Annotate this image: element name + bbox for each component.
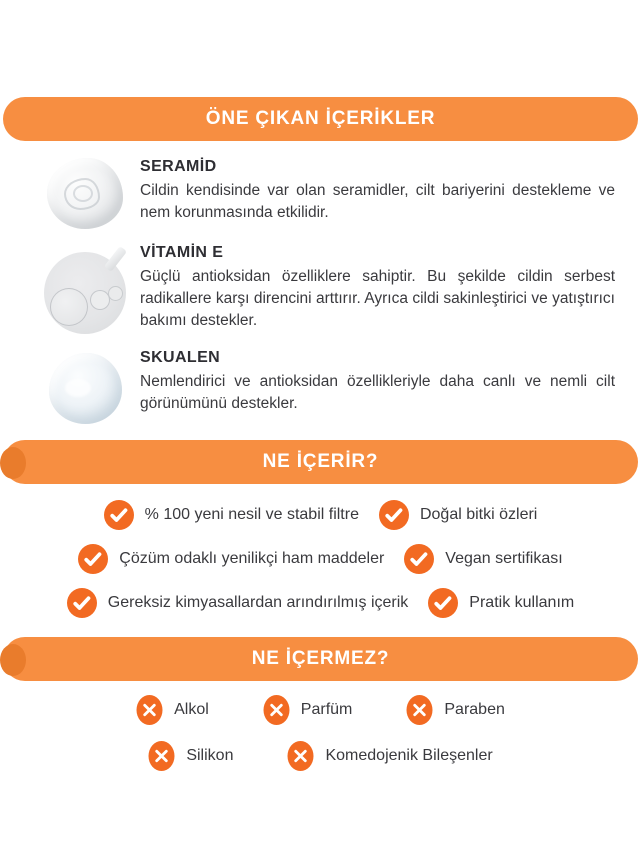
- contains-item: [428, 588, 574, 618]
- highlights-list: [0, 141, 641, 424]
- check-icon: [428, 588, 458, 618]
- contains-banner-title: NE İÇERİR?: [262, 451, 379, 472]
- cross-icon: [287, 741, 314, 771]
- excludes-item: [263, 695, 353, 725]
- excludes-item: [287, 741, 492, 771]
- ingredient-description: Güçlü antioksidan özelliklere sahiptir. Bu şekilde cildin serbest radikallere karşı direncini arttırır. Ayrıca cildi sakinleştirici ve yatıştırıcı bakımı destekler.: [140, 268, 615, 329]
- excludes-banner: [3, 637, 638, 681]
- contains-item-label: % 100 yeni nesil ve stabil filtre: [144, 506, 359, 523]
- ingredient-name: SKUALEN: [140, 349, 221, 366]
- contains-item: [404, 544, 562, 574]
- check-icon: [104, 500, 134, 530]
- excludes-row: [0, 695, 641, 725]
- contains-item: [78, 544, 384, 574]
- squalane-gel-drop-icon: [44, 349, 126, 424]
- excludes-item-label: Alkol: [174, 701, 209, 718]
- check-icon: [67, 588, 97, 618]
- cross-icon: [148, 741, 175, 771]
- vitamin-e-serum-drop-icon: [44, 244, 126, 334]
- cross-icon: [136, 695, 163, 725]
- contains-row: [0, 500, 641, 530]
- excludes-item-label: Komedojenik Bileşenler: [325, 747, 493, 764]
- contains-row: [0, 588, 641, 618]
- contains-list: [0, 500, 641, 618]
- cross-icon: [263, 695, 290, 725]
- contains-item-label: Doğal bitki özleri: [419, 506, 538, 523]
- ingredient-description: Cildin kendisinde var olan seramidler, cilt bariyerini destekleme ve nem korunmasında etkilidir.: [140, 182, 615, 221]
- excludes-item-label: Paraben: [444, 701, 505, 718]
- check-icon: [379, 500, 409, 530]
- excludes-item: [136, 695, 209, 725]
- ingredient-name: VİTAMİN E: [140, 244, 224, 261]
- excludes-item-label: Silikon: [186, 747, 234, 764]
- ingredient-item-seramid: [44, 158, 615, 229]
- contains-item-label: Pratik kullanım: [469, 594, 575, 611]
- ingredient-name: SERAMİD: [140, 158, 217, 175]
- excludes-item-label: Parfüm: [300, 701, 353, 718]
- ingredient-item-skualen: [44, 349, 615, 424]
- contains-row: [0, 544, 641, 574]
- contains-item: [104, 500, 359, 530]
- cross-icon: [406, 695, 433, 725]
- contains-item: [379, 500, 537, 530]
- check-icon: [404, 544, 434, 574]
- contains-banner: [3, 440, 638, 484]
- excludes-banner-title: NE İÇERMEZ?: [251, 648, 390, 669]
- contains-item: [67, 588, 409, 618]
- check-icon: [78, 544, 108, 574]
- ceramide-cream-blob-icon: [44, 158, 126, 229]
- ingredient-description: Nemlendirici ve antioksidan özellikleriyle daha canlı ve nemli cilt görünümünü destekler.: [140, 373, 615, 412]
- excludes-row: [0, 741, 641, 771]
- excludes-list: [0, 695, 641, 771]
- highlights-banner-title: ÖNE ÇIKAN İÇERİKLER: [205, 108, 436, 129]
- contains-item-label: Çözüm odaklı yenilikçi ham maddeler: [119, 550, 385, 567]
- contains-item-label: Vegan sertifikası: [445, 550, 563, 567]
- excludes-item: [148, 741, 233, 771]
- excludes-item: [406, 695, 505, 725]
- highlights-banner: [3, 97, 638, 141]
- ingredient-item-vitamin-e: [44, 244, 615, 334]
- contains-item-label: Gereksiz kimyasallardan arındırılmış içerik: [107, 594, 409, 611]
